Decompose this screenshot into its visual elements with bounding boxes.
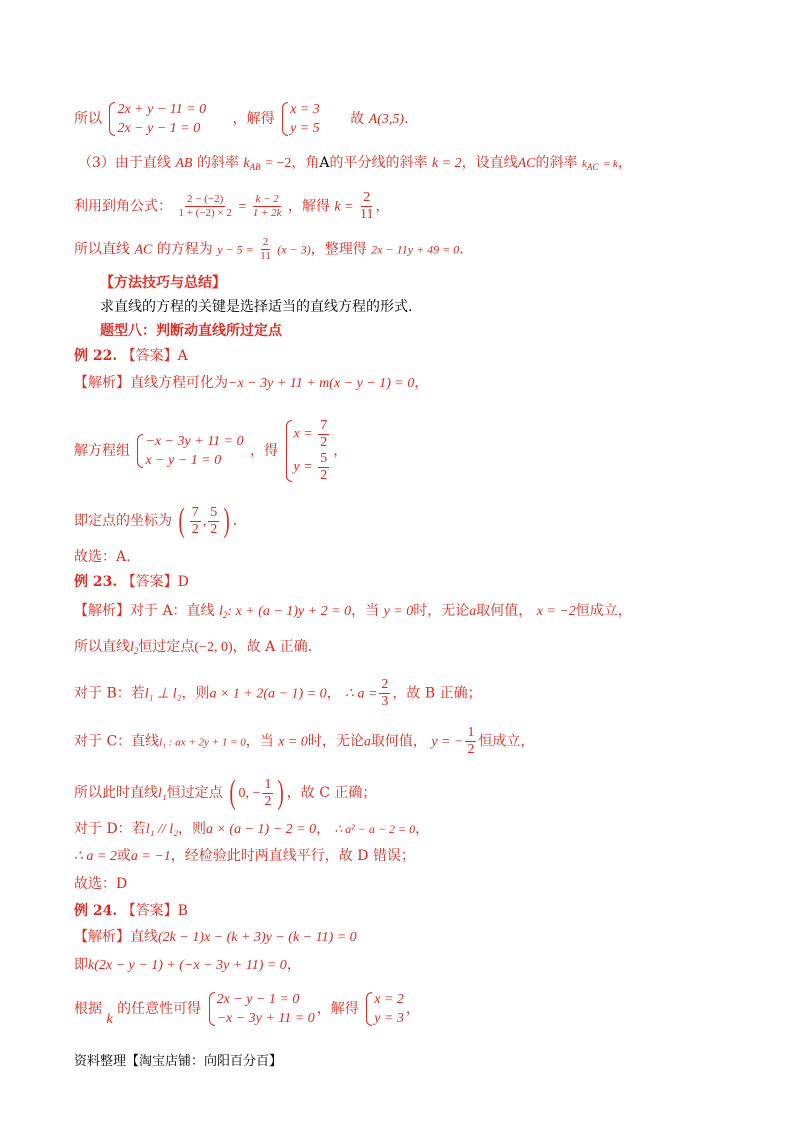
math: y = 0 <box>383 604 414 619</box>
text: ，当 <box>245 733 274 750</box>
method-heading: 【方法技巧与总结】 <box>100 275 226 291</box>
text: 【解析】对于 A：直线 <box>74 603 215 619</box>
numerator: 5 <box>210 504 218 520</box>
text: 的方程为 <box>156 241 213 258</box>
text: 时，无论 <box>307 733 364 750</box>
subscript: 2 <box>133 646 139 656</box>
text: 恒成立， <box>478 733 535 750</box>
numerator: 7 <box>191 504 199 520</box>
text: ，故 C 正确； <box>286 785 377 801</box>
math: k <box>581 158 587 170</box>
solution-line-system <box>74 100 409 138</box>
answer: 【答案】D <box>121 574 189 590</box>
text: 时，无论 <box>413 603 470 619</box>
math: a <box>469 604 477 619</box>
math: x = <box>293 426 313 442</box>
text: ，经检验此时两直线平行，故 D 错误； <box>170 848 415 864</box>
denominator: 2 <box>191 521 199 537</box>
equation: x = 3 <box>290 102 320 117</box>
math: = k <box>602 158 618 170</box>
example-24-l3 <box>74 990 420 1028</box>
text: ，解得 <box>316 1001 359 1017</box>
left-paren: ( <box>179 502 186 539</box>
math: k <box>106 1012 113 1027</box>
equation: x − y − 1 = 0 <box>145 453 222 468</box>
text: ， <box>316 821 331 837</box>
text: ，整理得 <box>310 241 367 258</box>
text: ， <box>617 155 632 171</box>
math: (x − 3) <box>277 242 311 257</box>
math: ∴ a = <box>345 686 378 702</box>
denominator: 1 + 2k <box>252 207 282 219</box>
angle-formula-line <box>74 190 390 223</box>
example-23-choice: 故选：D <box>74 876 128 892</box>
text: ，得 <box>250 443 279 459</box>
text: 取何值， <box>476 603 533 619</box>
example-22-analysis <box>74 373 428 394</box>
section-heading: 题型八：判断动直线所过定点 <box>100 323 282 339</box>
text: ，故 A 正确. <box>232 639 313 655</box>
math: l₁ : ax + 2y + 1 = 0 <box>159 736 246 749</box>
subscript: AC <box>586 162 599 172</box>
text: ，角 <box>291 155 320 171</box>
solution-system <box>281 100 320 138</box>
denominator: 11 <box>260 250 271 262</box>
math: ∴ a² − a − 2 = 0 <box>334 822 416 836</box>
math: y = − <box>431 734 464 750</box>
example-label: 例 22. <box>74 348 118 364</box>
fraction <box>208 505 219 538</box>
fraction <box>318 451 329 484</box>
math: l <box>219 604 223 619</box>
example-23-a1 <box>74 601 632 625</box>
example-label: 例 23. <box>74 574 118 590</box>
text: 的斜率 <box>196 155 239 171</box>
math: a <box>363 734 371 750</box>
math: −x − 3y + 11 + m(x − y − 1) = 0 <box>228 376 415 391</box>
math: 0, − <box>238 786 261 801</box>
math: 2x − 11y + 49 = 0 <box>371 242 460 257</box>
math: x = −2 <box>536 604 576 619</box>
denominator: 2 <box>210 521 218 537</box>
text: 恒成立， <box>575 603 632 619</box>
math: l₁ ⊥ l₂ <box>144 686 182 702</box>
math: a = −1 <box>130 849 171 864</box>
text: 即定点的坐标为 <box>74 513 172 529</box>
text: 根据 <box>74 1001 102 1017</box>
math: AC <box>517 156 536 171</box>
solution-system <box>285 418 332 484</box>
example-23-d1 <box>74 819 429 840</box>
text: A <box>319 155 330 171</box>
text: ，则 <box>181 685 210 702</box>
text: 的平分线的斜率 <box>329 155 428 171</box>
text: 恒过定点 <box>166 785 223 801</box>
text: 所以直线 <box>74 639 130 655</box>
answer: 【答案】B <box>121 903 188 919</box>
example-22-choice: 故选：A. <box>74 549 131 565</box>
equation: y = 3 <box>374 1011 404 1026</box>
text: 对于 C：直线 <box>74 733 160 750</box>
equation: 2x + y − 11 = 0 <box>117 102 207 117</box>
line-ac-equation <box>74 236 464 263</box>
math: k = <box>334 199 354 215</box>
subscript: AB <box>249 162 261 172</box>
fraction <box>178 193 231 220</box>
denominator: 2 <box>467 742 475 757</box>
math: k = 2 <box>431 156 462 171</box>
text: 恒过定点 <box>138 639 195 655</box>
math: (2k − 1)x − (k + 3)y − (k − 11) = 0 <box>158 930 357 945</box>
example-24-header <box>74 901 188 921</box>
text: 所以直线 <box>74 241 130 258</box>
equation: 2x − y − 1 = 0 <box>117 121 201 136</box>
subscript: 2 <box>222 610 228 620</box>
denominator: 2 <box>320 468 328 483</box>
numerator: 1 <box>467 725 475 740</box>
text: ，当 <box>351 603 380 619</box>
text: 取何值， <box>370 733 427 750</box>
text: 即 <box>74 957 88 973</box>
math: = −2 <box>265 156 292 171</box>
denominator: 2 <box>264 793 272 809</box>
numerator: 5 <box>320 451 328 466</box>
left-paren: ( <box>229 774 236 811</box>
equation-system <box>108 100 206 138</box>
fraction <box>190 505 201 538</box>
math: a × 1 + 2(a − 1) = 0 <box>209 686 327 702</box>
text: 对于 B：若 <box>74 685 145 702</box>
math: y = <box>293 459 313 475</box>
text: 对于 D：若 <box>74 821 146 837</box>
text: ， <box>326 685 341 702</box>
fraction <box>379 677 390 710</box>
math: l <box>130 640 134 655</box>
right-paren: ) <box>278 774 285 811</box>
numerator: 7 <box>320 418 328 433</box>
math: l₁ // l₂ <box>145 822 178 837</box>
math: l₁ <box>158 786 167 801</box>
right-paren: ) <box>223 502 231 539</box>
text: . <box>404 111 409 127</box>
text: ，解得 <box>287 198 330 215</box>
example-23-c1 <box>74 725 534 758</box>
solution-system <box>365 990 404 1028</box>
text: 的斜率 <box>535 155 578 171</box>
denominator: 1 + (−2) × 2 <box>178 207 232 219</box>
example-23-header <box>74 572 189 592</box>
math: (−2, 0) <box>194 640 233 655</box>
text: ，则 <box>177 821 206 837</box>
text: （3）由于直线 <box>78 155 171 171</box>
equation: −x − 3y + 11 = 0 <box>145 434 244 449</box>
page-footer: 资料整理【淘宝店铺：向阳百分百】 <box>74 1054 283 1069</box>
text: 故 <box>350 111 365 127</box>
equation-system <box>208 990 315 1028</box>
example-label: 例 24. <box>74 903 118 919</box>
example-22-header <box>74 346 188 366</box>
numerator: 2 <box>381 677 389 692</box>
text: ， <box>286 957 301 973</box>
example-23-a2 <box>74 637 312 661</box>
math: = <box>238 199 247 215</box>
fraction <box>262 777 273 810</box>
text: ， <box>414 375 429 391</box>
math: AB <box>175 156 193 171</box>
example-23-b <box>74 677 482 710</box>
math: a × (a − 1) − 2 = 0 <box>205 822 317 837</box>
math: x = 0 <box>278 734 308 750</box>
text: ， <box>415 821 430 837</box>
numerator: 2 <box>262 236 269 248</box>
text: ，故 B 正确； <box>392 685 482 702</box>
math: ∴ a = 2 <box>74 849 117 864</box>
text: . <box>459 241 464 258</box>
denominator: 11 <box>360 207 374 222</box>
fraction <box>260 236 271 263</box>
equation: y = 5 <box>290 121 320 136</box>
example-24-l2 <box>74 955 301 976</box>
text: 的任意性可得 <box>117 1001 202 1017</box>
text: 所以 <box>74 111 102 127</box>
equation: −x − 3y + 11 = 0 <box>216 1011 315 1026</box>
text: ， <box>333 443 348 459</box>
text: 【解析】直线方程可化为 <box>74 375 228 391</box>
text: 解方程组 <box>74 443 130 459</box>
math: k(2x − y − 1) + (−x − 3y + 11) = 0 <box>88 958 287 973</box>
example-23-c2 <box>74 775 376 811</box>
text: 所以此时直线 <box>74 785 158 801</box>
text: ，设直线 <box>461 155 518 171</box>
text: ， <box>405 1001 420 1017</box>
text: . <box>232 513 238 529</box>
text: 【解析】直线 <box>74 929 158 945</box>
equation: 2x − y − 1 = 0 <box>216 992 300 1007</box>
solution-line-3 <box>78 153 632 177</box>
text: ， <box>375 198 390 215</box>
point: A(3,5) <box>368 112 405 127</box>
math: AC <box>134 242 153 258</box>
math: y − 5 = <box>217 242 254 257</box>
math: k <box>243 156 250 171</box>
equation-system <box>136 432 243 470</box>
example-22-point: 即定点的坐标为 ( $\frac{7}{2}$ , $\frac{5}{2}$ ) . <box>74 502 238 539</box>
text: ，解得 <box>232 111 275 127</box>
denominator: 2 <box>320 435 328 450</box>
example-23-d2 <box>74 846 415 867</box>
numerator: 2 − (−2) <box>187 193 224 205</box>
fraction <box>318 418 329 451</box>
text: 或 <box>116 848 131 864</box>
numerator: k − 2 <box>255 193 279 205</box>
numerator: 2 <box>363 190 371 205</box>
math: : x + (a − 1)y + 2 = 0 <box>227 604 352 619</box>
method-summary: 求直线的方程的关键是选择适当的直线方程的形式. <box>100 299 413 315</box>
example-24-l1 <box>74 927 357 948</box>
denominator: 3 <box>381 694 389 709</box>
numerator: 1 <box>264 776 272 792</box>
text: 利用到角公式： <box>74 198 172 215</box>
fraction <box>465 725 476 758</box>
example-22-system <box>74 418 347 484</box>
equation: x = 2 <box>374 992 404 1007</box>
fraction <box>253 193 282 220</box>
fraction <box>360 190 373 223</box>
answer: 【答案】A <box>121 348 188 364</box>
